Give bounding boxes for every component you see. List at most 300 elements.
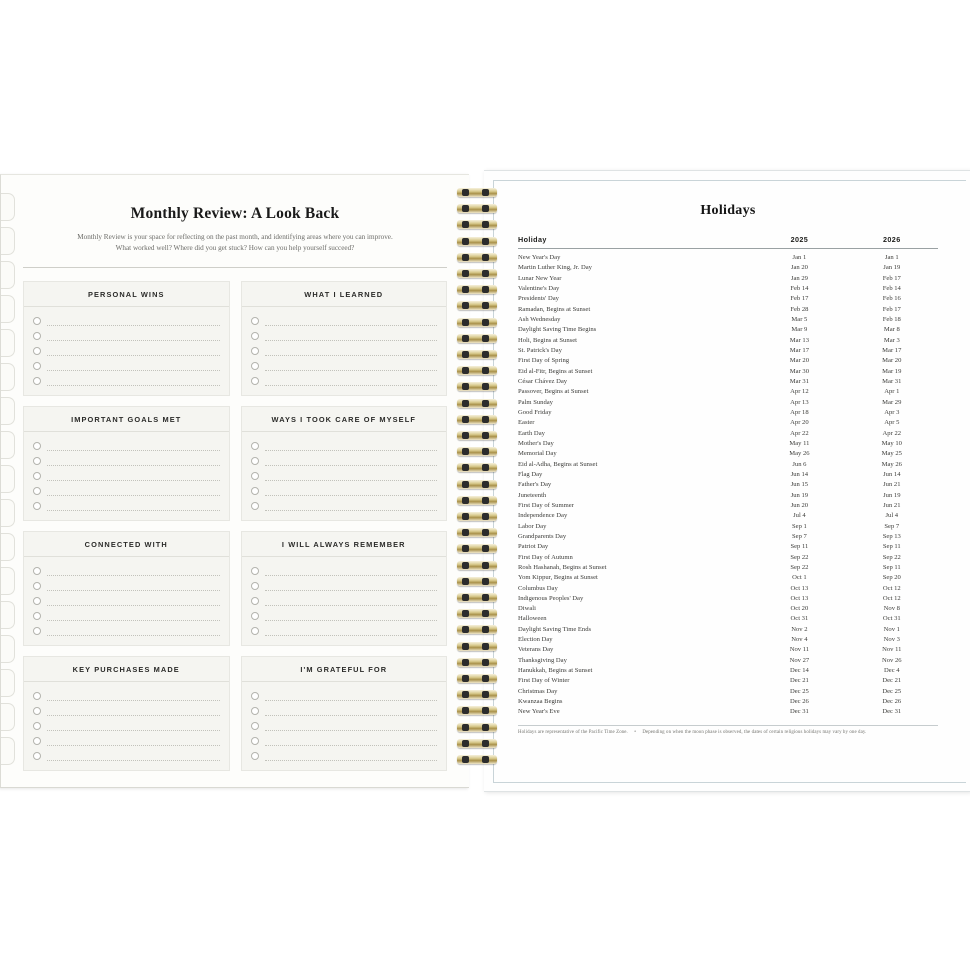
review-line-row[interactable] [251,438,438,453]
holiday-name: Lunar New Year [518,274,562,282]
table-row [518,687,938,697]
holiday-name: Hanukkah, Begins at Sunset [518,667,593,675]
spiral-coil [455,755,499,766]
table-row [518,325,938,335]
review-line-row[interactable] [33,623,220,638]
review-line-row[interactable] [251,623,438,638]
planner-spread [0,170,970,795]
holiday-date-2025: Nov 2 [791,625,808,633]
binding-hole [462,626,469,633]
write-in-line[interactable] [265,316,438,326]
circle-bullet-icon[interactable] [33,442,41,450]
write-in-line[interactable] [47,346,220,356]
write-in-line[interactable] [265,501,438,511]
holiday-date-2025: Nov 27 [789,656,810,664]
spiral-coil [455,690,499,701]
circle-bullet-icon[interactable] [33,722,41,730]
binding-hole [462,578,469,585]
review-line-row[interactable] [251,748,438,763]
write-in-line[interactable] [47,501,220,511]
write-in-line[interactable] [47,486,220,496]
table-row [518,594,938,604]
page-subtitle-line1: Monthly Review is your space for reflecting on the past month, and identifying areas where you can improve. [77,233,393,241]
write-in-line[interactable] [265,566,438,576]
holiday-date-2025: Mar 5 [791,315,808,323]
circle-bullet-icon[interactable] [33,627,41,635]
write-in-line[interactable] [47,361,220,371]
binding-hole [462,545,469,552]
holiday-name: Indigenous Peoples' Day [518,594,584,602]
spiral-coil [455,188,499,199]
holiday-date-2026: Nov 26 [881,656,902,664]
right-page [484,170,970,792]
table-row [518,470,938,480]
review-line-row[interactable] [251,343,438,358]
review-line-row[interactable] [251,718,438,733]
holiday-name: César Chávez Day [518,377,568,385]
circle-bullet-icon[interactable] [33,582,41,590]
table-row [518,625,938,635]
binding-hole [462,351,469,358]
table-row [518,449,938,459]
holiday-name: First Day of Autumn [518,553,573,561]
write-in-line[interactable] [47,751,220,761]
holidays-table [518,235,938,718]
holiday-date-2026: Nov 11 [882,646,902,654]
review-line-row[interactable] [251,453,438,468]
review-section-heading: IMPORTANT GOALS MET [24,407,229,432]
review-line-row[interactable] [33,343,220,358]
review-line-row[interactable] [251,593,438,608]
holiday-date-2026: Oct 12 [882,594,901,602]
table-row [518,408,938,418]
page-title: Monthly Review: A Look Back [130,205,340,222]
table-row [518,429,938,439]
review-line-row[interactable] [33,373,220,388]
binding-hole [462,448,469,455]
review-line-row[interactable] [33,563,220,578]
write-in-line[interactable] [47,596,220,606]
write-in-line[interactable] [47,376,220,386]
review-sections-grid [23,281,447,771]
write-in-line[interactable] [265,486,438,496]
review-line-row[interactable] [33,608,220,623]
holiday-date-2025: Feb 14 [790,284,809,292]
circle-bullet-icon[interactable] [251,567,259,575]
write-in-line[interactable] [47,691,220,701]
holiday-date-2025: Jun 14 [790,470,809,478]
holiday-date-2025: Sep 7 [791,532,807,540]
binding-hole [462,529,469,536]
circle-bullet-icon[interactable] [251,597,259,605]
write-in-line[interactable] [47,736,220,746]
write-in-line[interactable] [47,581,220,591]
binding-hole [482,302,489,309]
spiral-coil [455,593,499,604]
circle-bullet-icon[interactable] [251,752,259,760]
review-line-row[interactable] [251,468,438,483]
review-line-row[interactable] [33,718,220,733]
spiral-coil [455,642,499,653]
circle-bullet-icon[interactable] [251,737,259,745]
holiday-date-2025: Dec 26 [789,698,809,706]
holidays-table-header-row [518,235,938,249]
holiday-date-2025: Nov 4 [791,636,808,644]
circle-bullet-icon[interactable] [33,692,41,700]
review-line-row[interactable] [251,328,438,343]
review-line-row[interactable] [33,468,220,483]
holiday-name: Juneteenth [518,491,547,499]
binding-hole [482,740,489,747]
holiday-date-2026: May 26 [881,460,902,468]
review-section-heading: I WILL ALWAYS REMEMBER [242,532,447,557]
review-line-row[interactable] [33,498,220,513]
holiday-name: Good Friday [518,408,552,416]
review-line-row[interactable] [33,438,220,453]
circle-bullet-icon[interactable] [33,612,41,620]
write-in-line[interactable] [265,456,438,466]
circle-bullet-icon[interactable] [251,457,259,465]
spiral-coil [455,739,499,750]
review-section-card [23,406,230,521]
circle-bullet-icon[interactable] [33,487,41,495]
binding-hole [482,529,489,536]
review-section-lines [24,557,229,638]
binding-hole [462,594,469,601]
write-in-line[interactable] [47,611,220,621]
holiday-name: Independence Day [518,512,568,520]
holiday-date-2026: Apr 1 [884,388,900,396]
review-line-row[interactable] [251,608,438,623]
circle-bullet-icon[interactable] [251,612,259,620]
circle-bullet-icon[interactable] [251,442,259,450]
spiral-coil [455,463,499,474]
binding-hole [462,724,469,731]
write-in-line[interactable] [265,596,438,606]
review-line-row[interactable] [251,563,438,578]
write-in-line[interactable] [47,456,220,466]
circle-bullet-icon[interactable] [251,472,259,480]
circle-bullet-icon[interactable] [251,487,259,495]
review-line-row[interactable] [33,578,220,593]
title-divider [23,267,447,268]
holiday-date-2025: Jan 20 [790,264,808,272]
write-in-line[interactable] [47,331,220,341]
table-row [518,315,938,325]
holiday-date-2025: Apr 20 [790,419,809,427]
page-subtitle-line2: What worked well? Where did you get stuck? How can you help yourself succeed? [115,244,355,253]
holiday-date-2026: Jan 1 [884,254,899,261]
circle-bullet-icon[interactable] [33,707,41,715]
circle-bullet-icon[interactable] [33,567,41,575]
circle-bullet-icon[interactable] [33,737,41,745]
review-line-row[interactable] [33,328,220,343]
binding-hole [482,545,489,552]
table-row [518,666,938,676]
circle-bullet-icon[interactable] [33,457,41,465]
holiday-date-2025: Oct 13 [790,594,809,602]
binding-hole [462,659,469,666]
holiday-date-2026: Mar 17 [882,346,902,354]
holiday-name: Thanksgiving Day [518,656,567,664]
review-line-row[interactable] [33,453,220,468]
holiday-date-2025: Dec 25 [789,687,809,695]
holiday-name: Palm Sunday [518,398,553,406]
write-in-line[interactable] [265,706,438,716]
holiday-date-2026: Feb 17 [882,274,901,282]
holiday-date-2025: Jun 19 [790,491,809,499]
spiral-coil [455,366,499,377]
write-in-line[interactable] [47,721,220,731]
holiday-date-2025: Sep 1 [791,522,807,530]
holiday-date-2025: Oct 20 [790,605,809,613]
circle-bullet-icon[interactable] [251,692,259,700]
binding-hole [482,464,489,471]
review-line-row[interactable] [251,733,438,748]
table-row [518,676,938,686]
holiday-name: New Year's Eve [518,708,560,716]
holiday-name: First Day of Winter [518,677,570,685]
holiday-date-2026: Mar 20 [882,357,902,365]
binding-hole [482,481,489,488]
holiday-date-2025: Mar 31 [789,377,810,385]
circle-bullet-icon[interactable] [251,347,259,355]
holiday-date-2025: May 26 [789,450,810,458]
review-line-row[interactable] [251,483,438,498]
review-line-row[interactable] [251,313,438,328]
binding-hole [482,221,489,228]
write-in-line[interactable] [265,721,438,731]
holiday-date-2025: Mar 17 [789,346,810,354]
holiday-name: St. Patrick's Day [518,346,562,354]
review-line-row[interactable] [251,373,438,388]
circle-bullet-icon[interactable] [33,752,41,760]
write-in-line[interactable] [265,691,438,701]
footnote-separator: • [634,729,637,735]
binding-hole [482,659,489,666]
holiday-date-2026: Nov 1 [883,625,900,633]
holiday-name: Christmas Day [518,687,558,695]
binding-hole [462,675,469,682]
binding-hole [462,400,469,407]
review-line-row[interactable] [251,688,438,703]
binding-hole [462,416,469,423]
holiday-date-2025: Jun 15 [790,481,809,489]
holiday-name: New Year's Day [518,254,561,261]
table-row [518,336,938,346]
holiday-name: Halloween [518,615,547,623]
holidays-content [518,193,938,735]
holiday-date-2026: Mar 29 [882,398,902,406]
holiday-date-2026: Dec 25 [882,687,902,695]
holiday-name: Mother's Day [518,439,554,447]
holiday-name: Father's Day [518,481,552,489]
review-section-heading: KEY PURCHASES MADE [24,657,229,682]
write-in-line[interactable] [265,626,438,636]
spiral-coil [455,447,499,458]
table-row [518,552,938,562]
holiday-date-2025: Mar 9 [791,326,808,334]
holiday-date-2025: Nov 11 [789,646,810,654]
write-in-line[interactable] [265,751,438,761]
binding-hole [482,270,489,277]
holiday-date-2026: Jun 14 [883,470,901,478]
write-in-line[interactable] [47,441,220,451]
circle-bullet-icon[interactable] [251,502,259,510]
spiral-coil [455,253,499,264]
circle-bullet-icon[interactable] [251,722,259,730]
write-in-line[interactable] [265,736,438,746]
review-section-heading: CONNECTED WITH [24,532,229,557]
holiday-name: Labor Day [518,522,547,530]
holiday-date-2026: Sep 22 [882,553,901,561]
table-row [518,697,938,707]
binding-hole [482,238,489,245]
holiday-date-2026: Apr 22 [882,429,902,437]
binding-hole [462,205,469,212]
holiday-name: Eid al-Adha, Begins at Sunset [518,460,598,468]
table-row [518,367,938,377]
review-section-lines [242,682,447,763]
holiday-date-2026: Oct 31 [882,615,901,623]
circle-bullet-icon[interactable] [33,597,41,605]
binding-hole [462,740,469,747]
circle-bullet-icon[interactable] [251,627,259,635]
review-section-card [23,531,230,646]
spiral-coil [455,285,499,296]
binding-hole [462,691,469,698]
circle-bullet-icon[interactable] [251,582,259,590]
circle-bullet-icon[interactable] [251,362,259,370]
binding-hole [482,497,489,504]
spiral-coil [455,204,499,215]
binding-hole [482,416,489,423]
table-row [518,542,938,552]
write-in-line[interactable] [265,471,438,481]
table-row [518,511,938,521]
binding-hole [462,432,469,439]
table-row [518,583,938,593]
holiday-date-2026: May 25 [881,450,902,458]
write-in-line[interactable] [265,376,438,386]
table-row [518,284,938,294]
circle-bullet-icon[interactable] [251,707,259,715]
binding-hole [482,562,489,569]
review-line-row[interactable] [251,358,438,373]
holiday-date-2026: Sep 7 [884,522,900,530]
circle-bullet-icon[interactable] [33,332,41,340]
spiral-coil [455,269,499,280]
write-in-line[interactable] [265,581,438,591]
table-row [518,480,938,490]
binding-hole [482,594,489,601]
holiday-date-2026: Apr 5 [884,419,900,427]
binding-hole [462,238,469,245]
write-in-line[interactable] [47,316,220,326]
write-in-line[interactable] [47,566,220,576]
holiday-name: Ramadan, Begins at Sunset [518,305,591,313]
circle-bullet-icon[interactable] [33,317,41,325]
spiral-coil [455,237,499,248]
write-in-line[interactable] [265,361,438,371]
holiday-name: Rosh Hashanah, Begins at Sunset [518,563,607,571]
circle-bullet-icon[interactable] [251,332,259,340]
review-line-row[interactable] [33,748,220,763]
review-line-row[interactable] [33,358,220,373]
holiday-date-2025: Oct 31 [790,615,809,623]
holiday-name: Passover, Begins at Sunset [518,388,589,396]
holiday-date-2025: Feb 28 [790,305,809,313]
holiday-date-2026: Sep 11 [882,563,901,571]
spiral-coil [455,350,499,361]
write-in-line[interactable] [47,626,220,636]
circle-bullet-icon[interactable] [251,317,259,325]
binding-hole [482,691,489,698]
circle-bullet-icon[interactable] [33,502,41,510]
table-row [518,707,938,717]
spiral-coil [455,431,499,442]
review-line-row[interactable] [251,578,438,593]
holiday-date-2026: Dec 26 [882,698,902,706]
holiday-date-2025: May 11 [789,439,810,447]
table-row [518,656,938,666]
holiday-date-2025: Feb 17 [790,295,809,303]
binding-hole [462,464,469,471]
circle-bullet-icon[interactable] [33,347,41,355]
table-row [518,305,938,315]
spiral-coil [455,496,499,507]
holiday-date-2025: Sep 22 [790,563,809,571]
holiday-date-2026: May 10 [881,439,902,447]
review-line-row[interactable] [33,703,220,718]
review-line-row[interactable] [33,688,220,703]
circle-bullet-icon[interactable] [33,377,41,385]
holiday-date-2025: Apr 13 [790,398,809,406]
binding-hole [462,254,469,261]
holiday-date-2026: Jun 21 [883,501,901,509]
write-in-line[interactable] [265,331,438,341]
write-in-line[interactable] [265,441,438,451]
circle-bullet-icon[interactable] [33,472,41,480]
circle-bullet-icon[interactable] [251,377,259,385]
write-in-line[interactable] [47,706,220,716]
write-in-line[interactable] [47,471,220,481]
holiday-name: Columbus Day [518,584,558,592]
holiday-date-2026: Nov 3 [883,636,900,644]
review-line-row[interactable] [251,498,438,513]
holiday-date-2026: Jul 4 [885,512,899,520]
holiday-date-2026: Sep 13 [882,532,901,540]
spiral-coil [455,561,499,572]
review-line-row[interactable] [33,483,220,498]
holiday-date-2025: Jan 1 [792,254,807,261]
review-line-row[interactable] [33,593,220,608]
binding-hole [482,724,489,731]
holiday-name: Election Day [518,636,553,644]
binding-hole [462,286,469,293]
write-in-line[interactable] [265,611,438,621]
review-section-lines [24,432,229,513]
review-line-row[interactable] [33,313,220,328]
binding-hole [482,756,489,763]
review-line-row[interactable] [33,733,220,748]
spiral-coil [455,723,499,734]
circle-bullet-icon[interactable] [33,362,41,370]
holiday-date-2026: Jan 19 [883,264,901,272]
review-line-row[interactable] [251,703,438,718]
write-in-line[interactable] [265,346,438,356]
binding-hole [462,335,469,342]
